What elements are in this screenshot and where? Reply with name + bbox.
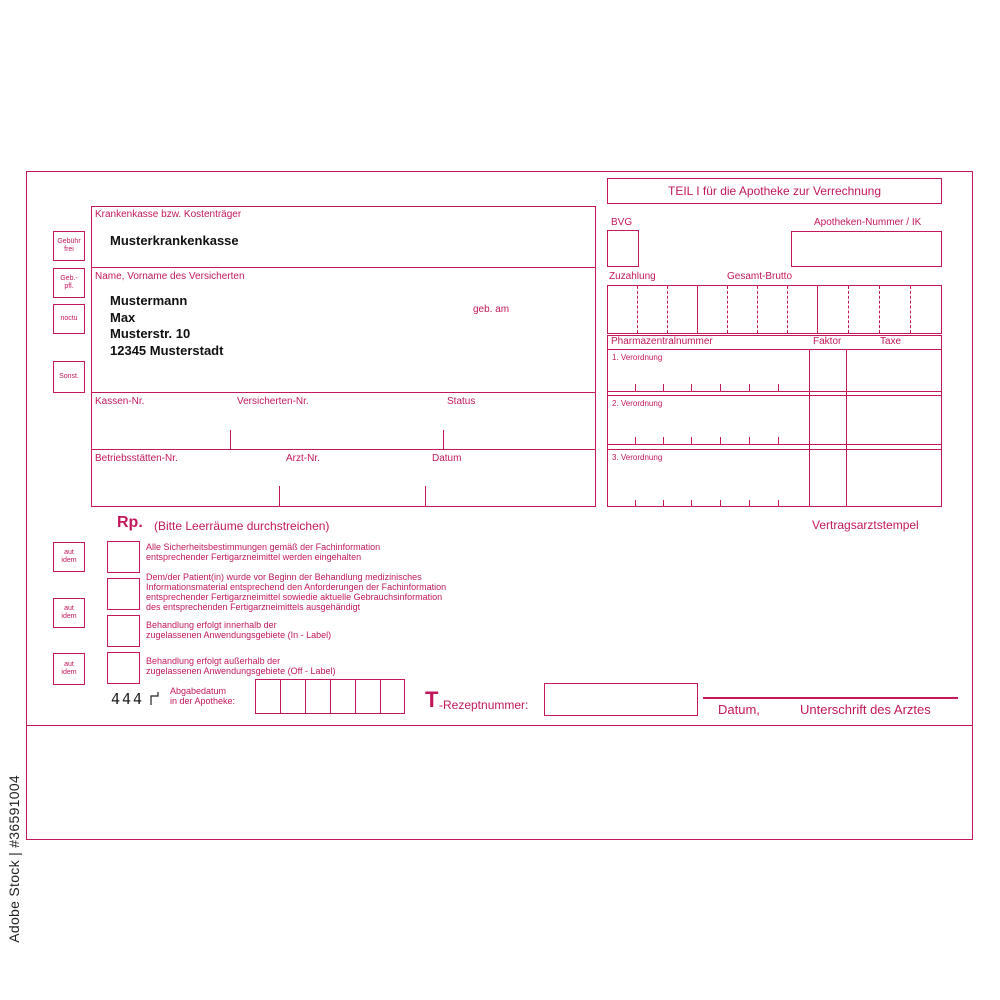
apotheken-nummer-box[interactable]: [791, 231, 942, 267]
aut-idem-2-box[interactable]: aut idem: [53, 598, 85, 628]
statement-1-text: Alle Sicherheitsbestimmungen gemäß der Fachinformation entsprechender Fertigarzneimittel werden eingehalten: [146, 542, 381, 562]
datum-label: Datum: [432, 453, 462, 464]
adobe-stock-watermark: Adobe Stock | #36591004: [6, 775, 22, 943]
signature-line: [703, 697, 958, 699]
verordnung-1-label: 1. Verordnung: [612, 353, 663, 362]
kassen-nr-label: Kassen-Nr.: [95, 396, 145, 407]
name-label: Name, Vorname des Versicherten: [95, 271, 245, 282]
gebuehr-frei-box[interactable]: Gebühr frei: [53, 231, 85, 261]
apotheken-nummer-label: Apotheken-Nummer / IK: [814, 217, 922, 228]
aut-idem-3-box[interactable]: aut idem: [53, 653, 85, 685]
sonst-box[interactable]: Sonst.: [53, 361, 85, 393]
code-444: 444: [111, 690, 145, 708]
bvg-box[interactable]: [607, 230, 639, 267]
datum-signature-label: Datum,: [718, 702, 760, 717]
name-line-3[interactable]: Musterstr. 10: [110, 326, 191, 341]
verordnung-3-label: 3. Verordnung: [612, 453, 663, 462]
betriebsstaetten-label: Betriebsstätten-Nr.: [95, 453, 178, 464]
name-line-4[interactable]: 12345 Musterstadt: [110, 343, 224, 358]
pzn-label: Pharmazentralnummer: [611, 336, 713, 347]
unterschrift-label: Unterschrift des Arztes: [800, 702, 931, 717]
abgabedatum-label: Abgabedatum in der Apotheke:: [170, 686, 236, 706]
rp-label: Rp.: [117, 514, 143, 531]
vertragsarztstempel-label: Vertragsarztstempel: [812, 518, 919, 532]
status-label: Status: [447, 396, 476, 407]
statement-4-text: Behandlung erfolgt außerhalb der zugelassenen Anwendungsgebiete (Off - Label): [146, 656, 336, 676]
t-letter: T: [425, 687, 439, 712]
statement-4-checkbox[interactable]: [107, 652, 140, 684]
versicherten-nr-label: Versicherten-Nr.: [237, 396, 309, 407]
t-rezeptnummer-field[interactable]: [544, 683, 698, 716]
gesamt-brutto-label: Gesamt-Brutto: [727, 271, 793, 282]
statement-3-text: Behandlung erfolgt innerhalb der zugelassenen Anwendungsgebiete (In - Label): [146, 620, 332, 640]
krankenkasse-label: Krankenkasse bzw. Kostenträger: [95, 209, 242, 220]
geb-pfl-box[interactable]: Geb.- pfl.: [53, 268, 85, 298]
aut-idem-1-box[interactable]: aut idem: [53, 542, 85, 572]
bvg-label: BVG: [611, 217, 633, 228]
t-rezeptnummer-label: -Rezeptnummer:: [439, 698, 529, 712]
noctu-box[interactable]: noctu: [53, 304, 85, 334]
teil-header-box: [607, 178, 942, 204]
name-line-1[interactable]: Mustermann: [110, 293, 188, 308]
zuzahlung-label: Zuzahlung: [609, 271, 656, 282]
code-bracket-icon: [150, 692, 159, 705]
teil-header: TEIL I für die Apotheke zur Verrechnung: [667, 184, 882, 198]
arzt-nr-label: Arzt-Nr.: [286, 453, 320, 464]
geb-am-label: geb. am: [473, 304, 510, 315]
statement-2-checkbox[interactable]: [107, 578, 140, 610]
verordnung-2-label: 2. Verordnung: [612, 399, 663, 408]
amount-box[interactable]: [607, 285, 942, 334]
krankenkasse-field[interactable]: Musterkrankenkasse: [110, 233, 239, 248]
rp-hint: (Bitte Leerräume durchstreichen): [154, 519, 330, 533]
faktor-label: Faktor: [813, 336, 842, 347]
form-divider: [26, 725, 973, 726]
statement-1-checkbox[interactable]: [107, 541, 140, 573]
statement-2-text: Dem/der Patient(in) wurde vor Beginn der Behandlung medizinisches Informationsmaterial entsprechend den Anforderungen der Fachinformation entsprechender Fertigarzneimittel sowiedie aktuelle Gebrauchsinformation des entsprechenden Fertigarzneimittels ausgehändigt: [146, 572, 447, 612]
statement-3-checkbox[interactable]: [107, 615, 140, 647]
name-line-2[interactable]: Max: [110, 310, 136, 325]
taxe-label: Taxe: [880, 336, 902, 347]
